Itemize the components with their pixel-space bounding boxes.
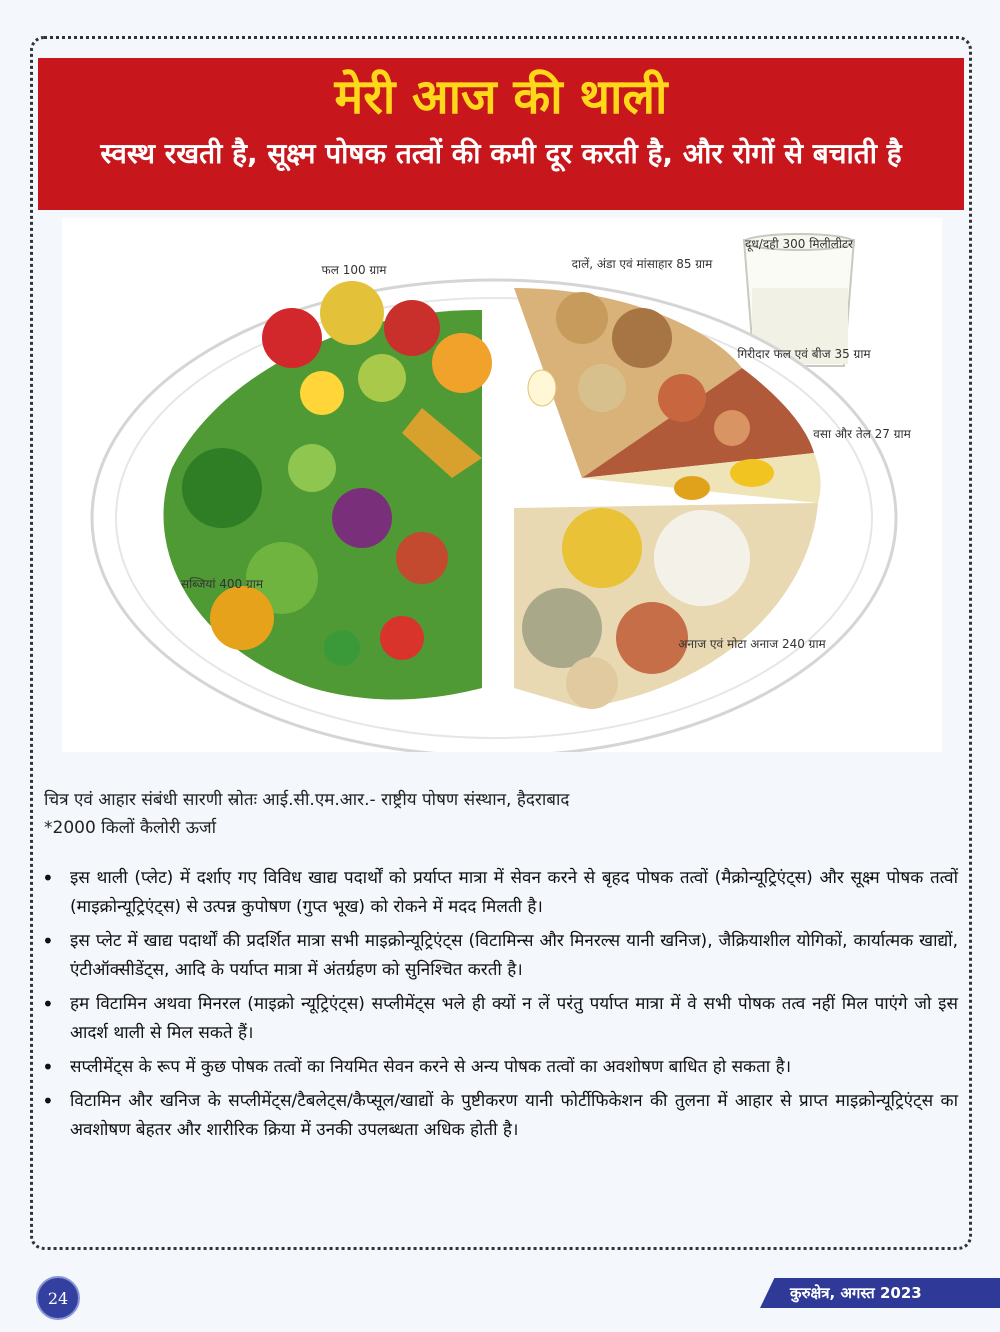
list-item: • इस थाली (प्लेट) में दर्शाए गए विविध खाद्य पदार्थों को प्रर्याप्त मात्रा में सेवन करने से बृहद पोषक तत्वों (मैक्रोन्यूट्रिएंट्स) और सूक्ष्म पोषक तत्वों (माइक्रोन्यूट्रिएंट्स) से उत्पन्न कुपोषण (गुप्त भूख) को रोकने में मदद मिलती है। xyxy=(42,866,958,917)
list-item: • हम विटामिन अथवा मिनरल (माइक्रो न्यूट्रिएंट्स) सप्लीमेंट्स भले ही क्यों न लें परंतु पर्याप्त मात्रा में वे सभी पोषक तत्व नहीं मिल पाएंगे जो इस आदर्श थाली से मिल सकते हैं। xyxy=(42,992,958,1043)
source-note xyxy=(44,786,944,842)
bullet-icon: • xyxy=(42,992,54,1016)
pulses-label: दालें, अंडा एवं मांसाहार 85 ग्राम xyxy=(571,257,713,271)
list-item: • सप्लीमेंट्स के रूप में कुछ पोषक तत्वों का नियमित सेवन करने से अन्य पोषक तत्वों का अवशोषण बाधित हो सकता है। xyxy=(40,1053,958,1082)
source-line: चित्र एवं आहार संबंधी सारणी स्रोतः आई.सी.एम.आर.- राष्ट्रीय पोषण संस्थान, हैदराबाद xyxy=(44,790,570,810)
bullet-icon: • xyxy=(42,1055,54,1079)
bullet-list xyxy=(40,864,958,1150)
list-item: • विटामिन और खनिज के सप्लीमेंट्स/टैबलेट्स/कैप्सूल/खाद्यों के पुष्टीकरण यानी फोर्टीफिकेशन की तुलना में आहार से प्राप्त माइक्रोन्यूट्रिएंट्स का अवशोषण बेहतर और शारीरिक क्रिया में उनकी उपलब्धता अधिक होती है। xyxy=(42,1089,958,1140)
page-number-badge: 24 xyxy=(36,1276,80,1320)
calorie-note: *2000 किलों कैलोरी ऊर्जा xyxy=(44,818,217,838)
vegetables-label: सब्जियां 400 ग्राम xyxy=(180,577,264,591)
page-title: मेरी आज की थाली xyxy=(334,69,668,125)
magazine-issue: कुरुक्षेत्र, अगस्त 2023 xyxy=(790,1284,922,1302)
fruits-label: फल 100 ग्राम xyxy=(321,263,387,277)
bullet-icon: • xyxy=(42,866,54,890)
cereals-label: अनाज एवं मोटा अनाज 240 ग्राम xyxy=(678,637,826,651)
thali-plate-image xyxy=(62,218,942,752)
title-banner xyxy=(38,58,964,210)
milk-label: दूध/दही 300 मिलीलीटर xyxy=(745,237,853,251)
list-item: • इस प्लेट में खाद्य पदार्थों की प्रदर्शित मात्रा सभी माइक्रोन्यूट्रिएंट्स (विटामिन्स और मिनरल्स यानी खनिज), जैक्रियाशील योगिकों, कार्यात्मक खाद्यों, एंटीऑक्सीडेंट्स, आदि के पर्याप्त मात्रा में अंतर्ग्रहण को सुनिश्चित करती है। xyxy=(42,929,958,980)
bullet-icon: • xyxy=(42,929,54,953)
bullet-icon: • xyxy=(42,1089,54,1113)
nuts-label: गिरीदार फल एवं बीज 35 ग्राम xyxy=(737,347,871,361)
oil-label: वसा और तेल 27 ग्राम xyxy=(813,427,911,441)
page-subtitle: स्वस्थ रखती है, सूक्ष्म पोषक तत्वों की कमी दूर करती है, और रोगों से बचाती है xyxy=(100,137,902,170)
